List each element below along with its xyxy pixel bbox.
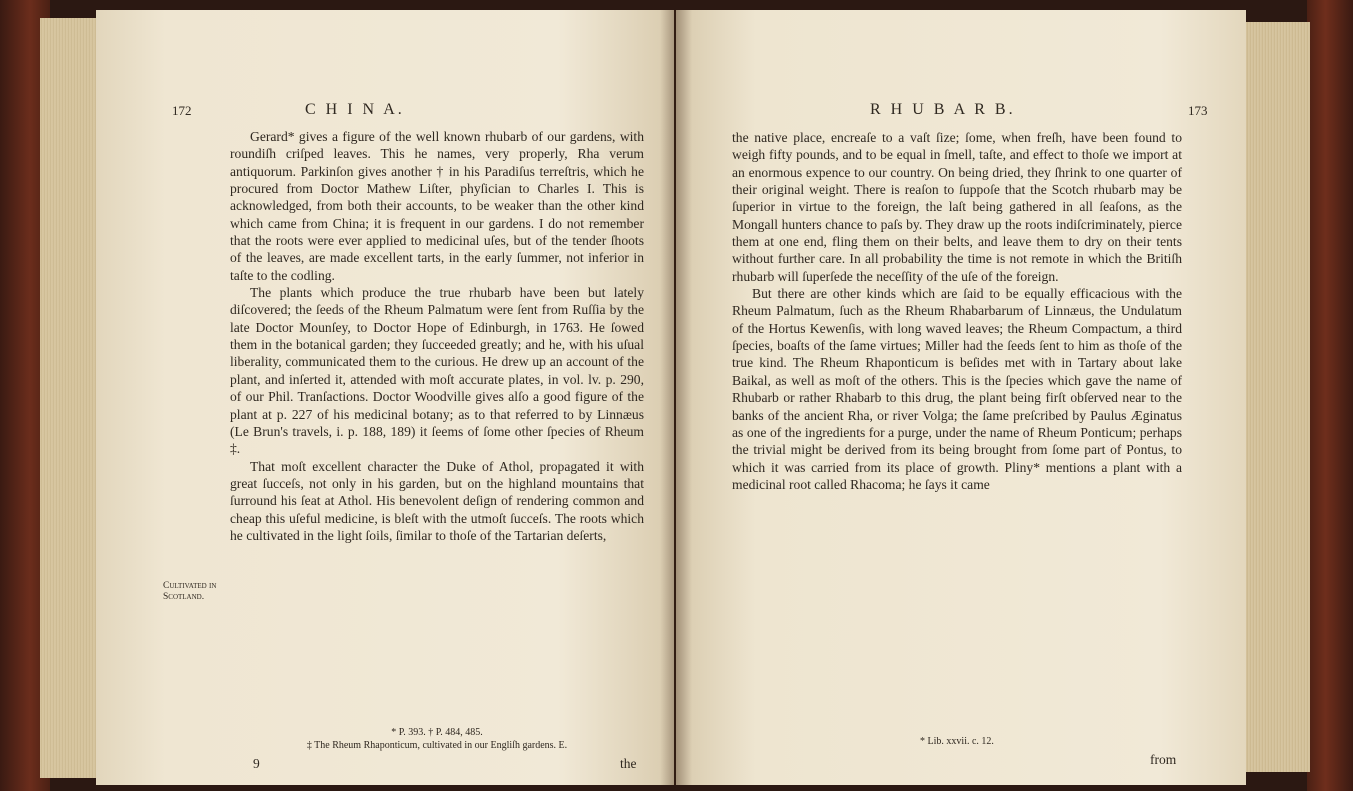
- left-running-head: C H I N A.: [305, 101, 405, 118]
- right-footnote: * Lib. xxvii. c. 12.: [920, 736, 994, 747]
- page-edges-right: [1240, 22, 1310, 772]
- left-paragraph-2: The plants which produce the true rhubarb have been but lately diſcovered; the ſeeds of the Rheum Palmatum were ſent from Ruſſia by the late Doctor Mounſey, to Doctor Hope of Edinburgh, in 1763. He ſowed them in the botanical garden; they ſucceeded greatly; and he, with his uſual liberality, communicated them to the curious. He drew up an account of the plant, and inſerted it, attended with moſt accurate plates, in vol. lv. p. 290, of our Phil. Tranſactions. Doctor Woodville gives alſo a good figure of the plant at p. 227 of his medicinal botany; as to that referred to by Linnæus (Le Brun's travels, i. p. 188, 189) it ſeems of ſome other ſpecies of Rheum ‡.: [230, 285, 644, 457]
- book-gutter: [660, 10, 692, 785]
- left-footnote-refs: * P. 393. † P. 484, 485.: [391, 727, 483, 738]
- right-paragraph-1: the native place, encreaſe to a vaſt ſize; ſome, when freſh, have been found to weigh fifty pounds, and to be equal in ſmell, taſte, and effect to thoſe we import at an enormous expence to our country. On being dried, they ſhrink to one quarter of their original weight. There is reaſon to ſuppoſe that the Scotch rhubarb may be ſuperior in virtue to the foreign, the laſt being gathered in all ſeaſons, as the Mongall hunters chance to paſs by. They draw up the roots indiſcriminately, pierce them at one end, fling them on their belts, and leave them to dry on their tents without further care. In all probability the time is not remote in which the Britiſh rhubarb will ſuperſede the neceſſity of the uſe of the foreign.: [732, 130, 1182, 284]
- left-catchword: the: [620, 756, 637, 771]
- left-page-number: 172: [172, 103, 192, 118]
- right-paragraph-2: But there are other kinds which are ſaid to be equally efficacious with the Rheum Palmatum, ſuch as the Rheum Rhabarbarum of Linnæus, the Undulatum of the Hortus Kewenſis, with long waved leaves; the Rheum Compactum, a third ſpecies, boaſts of the ſame virtues; Miller had the ſeeds ſent to him as thoſe of the true kind. The Rheum Rhaponticum is beſides met with in Tartary about lake Baikal, as well as moſt of the others. This is the ſpecies which gave the name of Rhubarb or rather Rhabarb to this drug, the plant being firſt obſerved near to the banks of the ancient Rha, or river Volga; the ſame preſcribed by Paulus Æginatus as one of the ingredients for a purge, under the name of Rheum Ponticum; perhaps the trivial might be derived from its being brought from ſome part of Pontus, to which it was carried from its place of growth. Pliny* mentions a plant with a medicinal root called Rhacoma; he ſays it came: [732, 286, 1182, 492]
- right-running-head: R H U B A R B.: [870, 101, 1016, 118]
- right-body-text: [732, 129, 1182, 493]
- signature-mark: 9: [253, 756, 260, 771]
- right-catchword: from: [1150, 752, 1177, 767]
- book-cover-right: [1307, 0, 1353, 791]
- left-paragraph-3: That moſt excellent character the Duke of Athol, propagated it with great ſucceſs, not only in his garden, but on the highland mountains that ſurround his ſeat at Athol. His benevolent deſign of rendering common and cheap this uſeful medicine, is bleſt with the utmoſt ſucceſs. The roots which he cultivated in the light ſoils, ſimilar to thoſe of the Tartarian deſerts,: [230, 458, 644, 543]
- right-page-number: 173: [1188, 103, 1208, 118]
- page-edges-left: [40, 18, 102, 778]
- left-footnote-rheum: ‡ The Rheum Rhaponticum, cultivated in our Engliſh gardens. E.: [306, 740, 568, 751]
- left-paragraph-1: Gerard* gives a figure of the well known rhubarb of our gardens, with roundiſh criſped leaves. This he names, very properly, Rha verum antiquorum. Parkinſon gives another † in his Paradiſus terreſtris, which he procured from Doctor Mathew Liſter, phyſician to Charles I. This is acknowledged, from both their accounts, to be weaker than the other kind which came from China; it is frequent in our gardens. I do not remember that the roots were ever applied to medicinal uſes, but of the tender ſhoots of the leaves, are made excellent tarts, in the early ſummer, not inferior in taſte to the codling.: [230, 129, 644, 283]
- left-body-text: [230, 128, 644, 544]
- margin-note: Cultivated in Scotland.: [163, 581, 217, 602]
